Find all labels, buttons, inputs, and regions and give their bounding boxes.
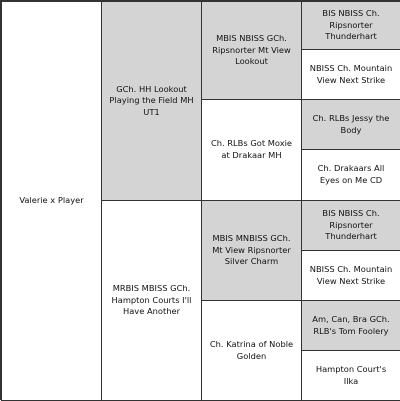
sire-dam-sire-cell <box>301 99 400 150</box>
sire-name: GCh. HH Lookout Playing the Field MH UT1 <box>109 83 194 117</box>
sire-sire-cell <box>201 1 302 100</box>
dam-name: MRBIS MBISS GCh. Hampton Courts I'll Have Another <box>111 283 192 317</box>
sire-sire-name: MBIS NBISS GCh. Ripsnorter Mt View Lookout <box>212 33 291 67</box>
sire-sire-sire-name: BIS NBISS Ch. Ripsnorter Thunderhart <box>322 8 380 42</box>
dam-dam-name: Ch. Katrina of Noble Golden <box>209 338 294 361</box>
sire-cell <box>101 1 202 201</box>
dam-dam-cell <box>201 300 302 401</box>
dam-sire-name: MBIS MNBISS GCh. Mt View Ripsnorter Silver Charm <box>212 233 291 267</box>
dam-sire-dam-name: NBISS Ch. Mountain View Next Strike <box>309 263 393 286</box>
sire-sire-dam-cell <box>301 49 400 100</box>
dam-dam-dam-name: Hampton Court's Ilka <box>315 363 387 386</box>
dam-dam-sire-cell <box>301 300 400 351</box>
dam-sire-sire-name: BIS NBISS Ch. Ripsnorter Thunderhart <box>322 208 380 242</box>
sire-sire-dam-name: NBISS Ch. Mountain View Next Strike <box>309 62 393 85</box>
dam-cell <box>101 200 202 401</box>
sire-sire-sire-cell <box>301 1 400 50</box>
dam-dam-sire-name: Am, Can, Bra GCh. RLB's Tom Foolery <box>312 313 390 336</box>
sire-dam-dam-cell <box>301 149 400 201</box>
dam-sire-dam-cell <box>301 250 400 301</box>
dam-dam-dam-cell <box>301 350 400 401</box>
subject-cell <box>1 1 102 401</box>
sire-dam-sire-name: Ch. RLBs Jessy the Body <box>312 112 390 135</box>
sire-dam-name: Ch. RLBs Got Moxie at Drakaar MH <box>210 138 293 160</box>
sire-dam-cell <box>201 99 302 201</box>
subject-name: Valerie x Player <box>19 195 84 206</box>
dam-sire-sire-cell <box>301 200 400 251</box>
sire-dam-dam-name: Ch. Drakaars All Eyes on Me CD <box>317 163 385 185</box>
dam-sire-cell <box>201 200 302 301</box>
